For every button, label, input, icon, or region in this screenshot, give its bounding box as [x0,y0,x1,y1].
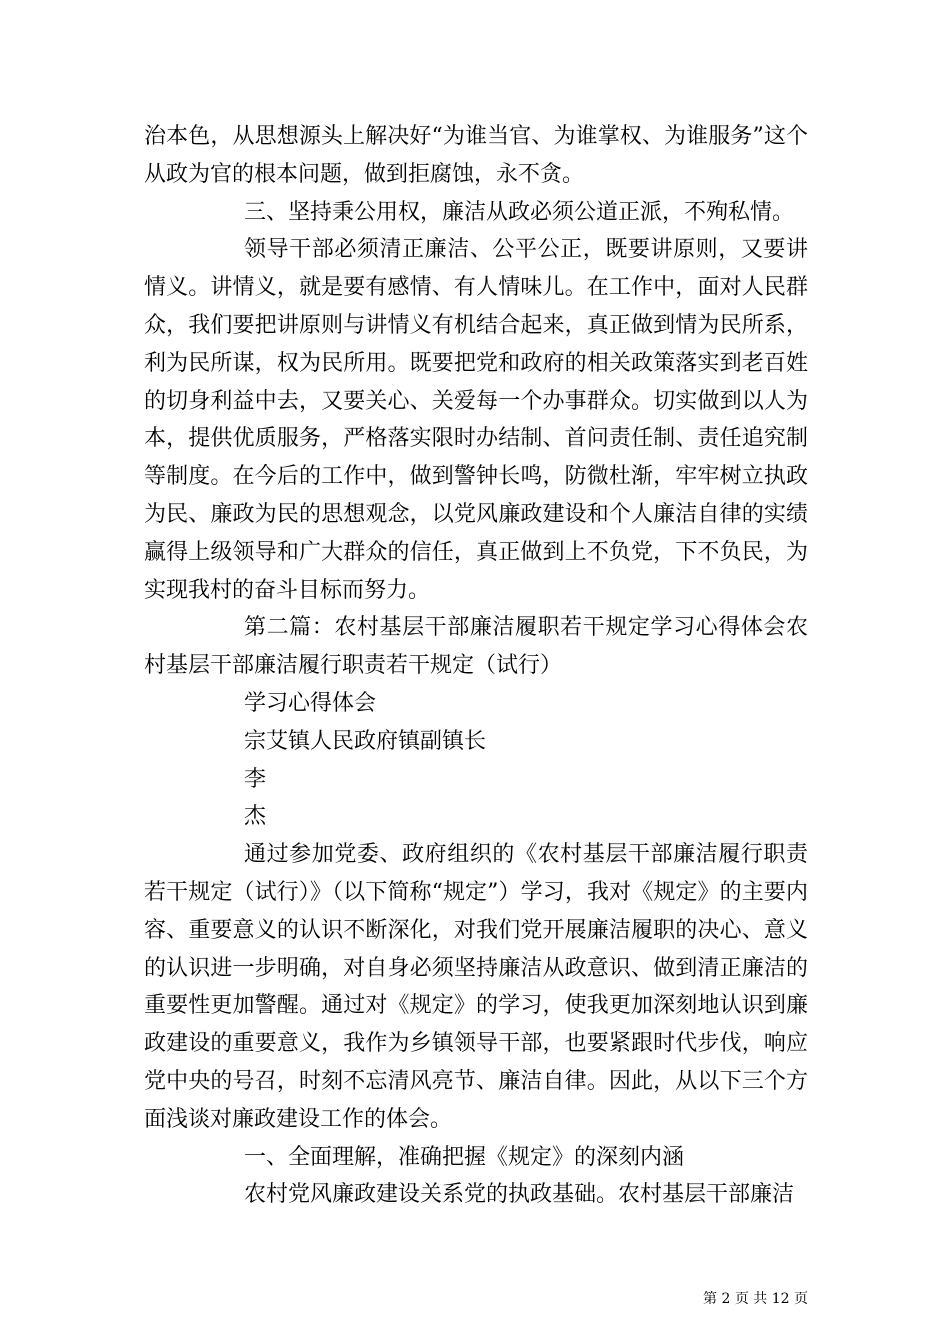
subtitle: 学习心得体会 [244,690,377,716]
paragraph: 农村党风廉政建设关系党的执政基础。农村基层干部廉洁 [244,1182,795,1208]
page-number-footer: 第 2 页 共 12 页 [703,1291,808,1307]
author-given-name: 杰 [244,804,267,830]
part-two-title: 第二篇：农村基层干部廉洁履职若干规定学习心得体会农村基层干部廉洁履行职责若干规定（试行） [144,615,808,679]
section-heading-3: 三、坚持秉公用权，廉洁从政必须公道正派，不殉私情。 [244,199,795,225]
paragraph-continuation: 治本色，从思想源头上解决好“为谁当官、为谁掌权、为谁服务”这个从政为官的根本问题，做到拒腐蚀，永不贪。 [144,124,808,187]
author-position: 宗艾镇人民政府镇副镇长 [244,728,487,754]
section-heading-1: 一、全面理解，准确把握《规定》的深刻内涵 [244,1144,685,1170]
document-body [144,118,808,1214]
paragraph: 通过参加党委、政府组织的《农村基层干部廉洁履行职责若干规定（试行）》（以下简称“规定”）学习，我对《规定》的主要内容、重要意义的认识不断深化，对我们党开展廉洁履职的决心、意义的认识进一步明确，对自身必须坚持廉洁从政意识、做到清正廉洁的重要性更加警醒。通过对《规定》的学习，使我更加深刻地认识到廉政建设的重要意义，我作为乡镇领导干部，也要紧跟时代步伐，响应党中央的号召，时刻不忘清风亮节、廉洁自律。因此，从以下三个方面浅谈对廉政建设工作的体会。 [144,842,808,1132]
author-surname: 李 [244,766,267,792]
paragraph: 领导干部必须清正廉洁、公平公正，既要讲原则，又要讲情义。讲情义，就是要有感情、有人情味儿。在工作中，面对人民群众，我们要把讲原则与讲情义有机结合起来，真正做到情为民所系，利为民所谋，权为民所用。既要把党和政府的相关政策落实到老百姓的切身利益中去，又要关心、关爱每一个办事群众。切实做到以人为本，提供优质服务，严格落实限时办结制、首问责任制、责任追究制等制度。在今后的工作中，做到警钟长鸣，防微杜渐，牢牢树立执政为民、廉政为民的思想观念，以党风廉政建设和个人廉洁自律的实绩赢得上级领导和广大群众的信任，真正做到上不负党，下不负民，为实现我村的奋斗目标而努力。 [144,237,808,603]
